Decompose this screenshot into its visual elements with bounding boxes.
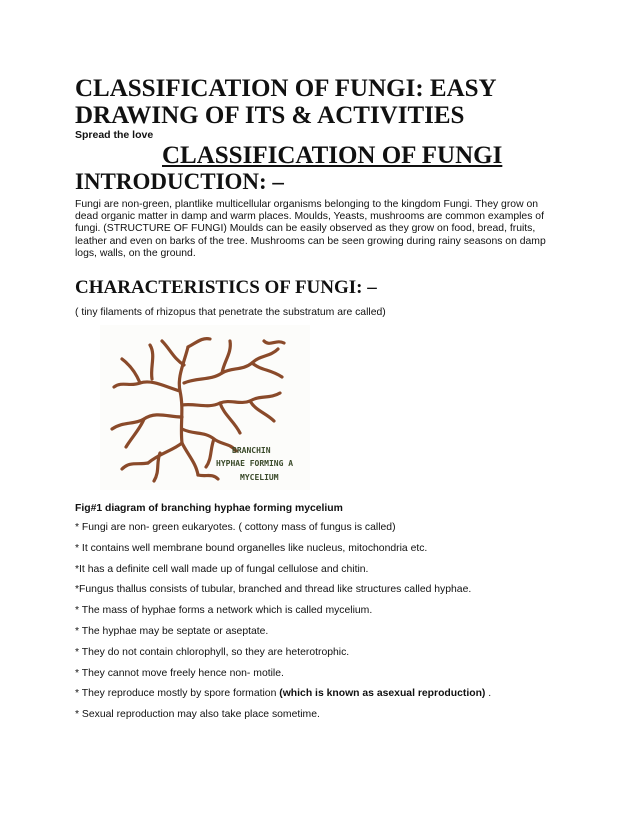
list-item: * The hyphae may be septate or aseptate. [75,625,269,637]
introduction-paragraph: Fungi are non-green, plantlike multicellular organisms belonging to the kingdom Fungi. They grow on dead organic matter in damp and warm places. Moulds, Yeasts, mushrooms are common examples of fungi. (STRUCTURE OF FUNGI) Moulds can be easily observed as they grow on food, bread, fruits, leather and even on barks of the tree. Mushrooms can be seen growing during rainy seasons on damp logs, walls, on the ground. [75,199,546,259]
figure-label-line3: MYCELIUM [240,473,279,482]
branching-hyphae-illustration [100,325,310,490]
list-item: * They do not contain chlorophyll, so they are heterotrophic. [75,646,350,658]
list-item: *It has a definite cell wall made up of fungal cellulose and chitin. [75,563,369,575]
mycelium-drawing [100,325,310,490]
figure-label-line2: HYPHAE FORMING A [216,459,294,468]
list-item [75,688,491,709]
figure-label-line1: BRANCHIN [232,446,271,455]
characteristics-list [75,522,491,730]
spread-the-love-text: Spread the love [75,129,154,141]
list-item: * They cannot move freely hence non- motile. [75,667,284,679]
list-item: * Sexual reproduction may also take place sometime. [75,709,320,721]
list-item-bold-text: (which is known as asexual reproduction) [279,688,486,700]
characteristics-note: ( tiny filaments of rhizopus that penetrate the substratum are called) [75,307,386,318]
list-item: * It contains well membrane bound organelles like nucleus, mitochondria etc. [75,542,428,554]
list-item-text: * They reproduce mostly by spore formation [75,688,280,700]
figure-caption: Fig#1 diagram of branching hyphae forming mycelium [75,503,343,514]
introduction-heading: INTRODUCTION: – [75,169,284,194]
center-heading: CLASSIFICATION OF FUNGI [162,142,503,169]
page-title: CLASSIFICATION OF FUNGI: EASY DRAWING OF ITS & ACTIVITIES [75,75,496,129]
list-item: *Fungus thallus consists of tubular, branched and thread like structures called hyphae. [75,584,472,596]
list-item-tail: . [485,688,492,700]
list-item: * The mass of hyphae forms a network which is called mycelium. [75,605,373,617]
list-item: * Fungi are non- green eukaryotes. ( cottony mass of fungus is called) [75,522,396,533]
characteristics-heading: CHARACTERISTICS OF FUNGI: – [75,277,377,298]
